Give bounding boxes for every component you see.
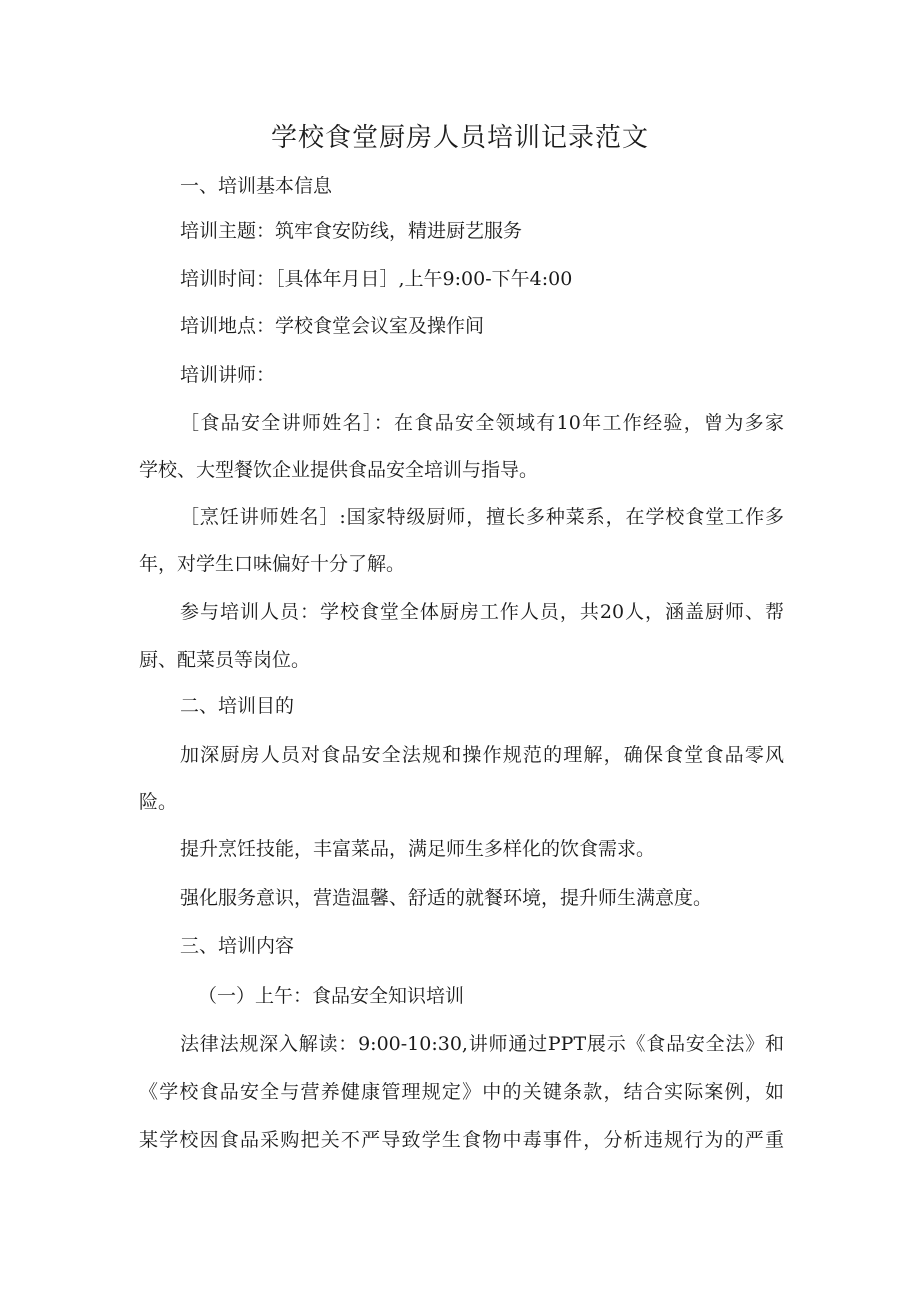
purpose-2: 提升烹饪技能，丰富菜品，满足师生多样化的饮食需求。: [180, 838, 656, 860]
participants-line-1: 参与培训人员：学校食堂全体厨房工作人员，共20人，涵盖厨师、帮: [180, 601, 784, 623]
purpose-1-line-1: 加深厨房人员对食品安全法规和操作规范的理解，确保食堂食品零风: [180, 744, 784, 766]
document-title: 学校食堂厨房人员培训记录范文: [270, 123, 649, 153]
section-heading-basic-info: 一、培训基本信息: [180, 175, 333, 197]
law-interpretation-line-2: 《学校食品安全与营养健康管理规定》中的关键条款，结合实际案例，如: [139, 1081, 784, 1103]
law-interpretation-line-1: 法律法规深入解读：9:00-10:30,讲师通过PPT展示《食品安全法》和: [180, 1033, 784, 1055]
purpose-3: 强化服务意识，营造温馨、舒适的就餐环境，提升师生满意度。: [180, 887, 713, 909]
subsection-heading-morning: （一）上午：食品安全知识培训: [198, 985, 465, 1007]
section-heading-content: 三、培训内容: [180, 935, 295, 957]
participants-line-2: 厨、配菜员等岗位。: [139, 649, 311, 671]
food-safety-lecturer-line-2: 学校、大型餐饮企业提供食品安全培训与指导。: [139, 459, 539, 481]
training-lecturers-label: 培训讲师：: [180, 364, 276, 386]
training-time: 培训时间：［具体年月日］,上午9:00-下午4:00: [180, 268, 573, 290]
training-topic: 培训主题：筑牢食安防线，精进厨艺服务: [180, 220, 523, 242]
law-interpretation-line-3: 某学校因食品采购把关不严导致学生食物中毒事件，分析违规行为的严重: [139, 1129, 784, 1151]
cooking-lecturer-line-2: 年，对学生口味偏好十分了解。: [139, 553, 406, 575]
cooking-lecturer-line-1: ［烹饪讲师姓名］:国家特级厨师，擅长多种菜系，在学校食堂工作多: [180, 506, 784, 528]
food-safety-lecturer-line-1: ［食品安全讲师姓名］：在食品安全领域有10年工作经验，曾为多家: [180, 412, 784, 434]
training-location: 培训地点：学校食堂会议室及操作间: [180, 315, 485, 337]
purpose-1-line-2: 险。: [139, 791, 178, 813]
section-heading-purpose: 二、培训目的: [180, 695, 295, 717]
